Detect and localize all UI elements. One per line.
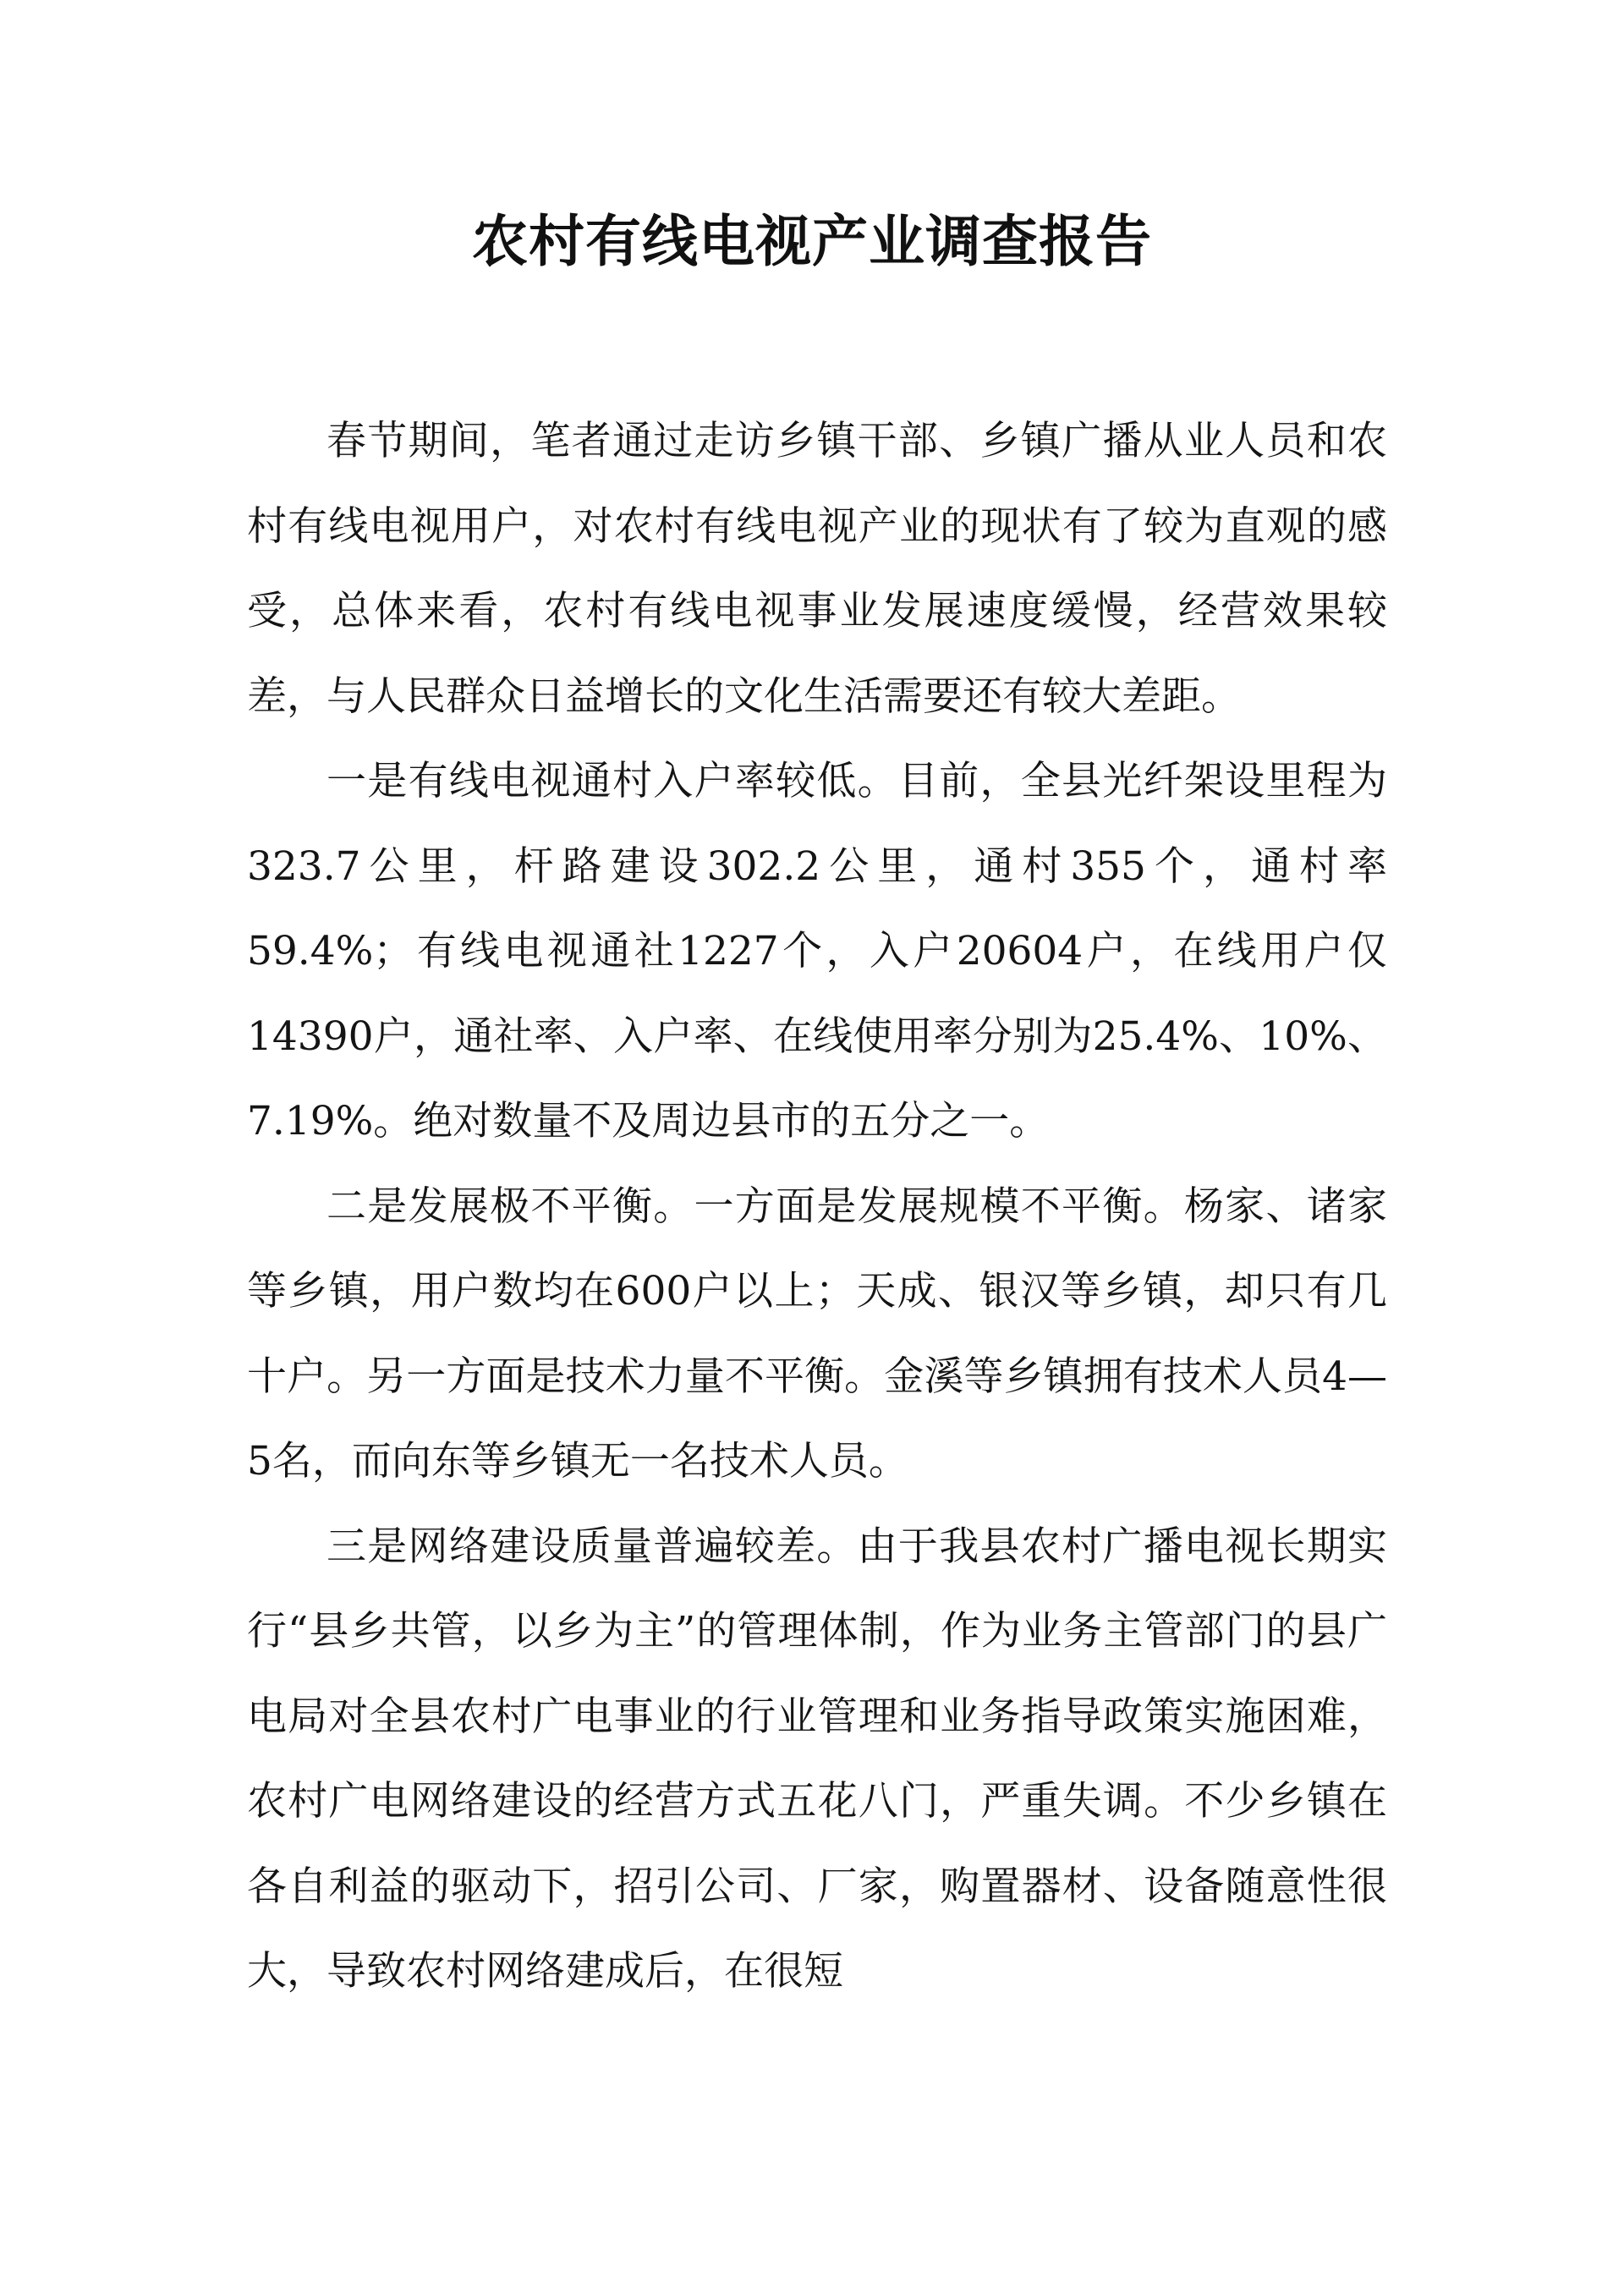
document-title: 农村有线电视产业调查报告 bbox=[472, 208, 1152, 274]
paragraph-point-three: 三是网络建设质量普遍较差。由于我县农村广播电视长期实行“县乡共管，以乡为主”的管理体制，作为业务主管部门的县广电局对全县农村广电事业的行业管理和业务指导政策实施困难，农村广电网络建设的经营方式五花八门，严重失调。不少乡镇在各自利益的驱动下，招引公司、厂家，购置器材、设备随意性很大，导致农村网络建成后，在很短 bbox=[247, 1523, 1387, 1995]
paragraph-point-one: 一是有线电视通村入户率较低。目前，全县光纤架设里程为323.7公里，杆路建设302.2公里，通村355个，通村率59.4%；有线电视通社1227个，入户20604户，在线用户仅14390户，通社率、入户率、在线使用率分别为25.4%、10%、7.19%。绝对数量不及周边县市的五分之一。 bbox=[247, 758, 1387, 1144]
document-body bbox=[247, 399, 1387, 2015]
paragraph-intro: 春节期间，笔者通过走访乡镇干部、乡镇广播从业人员和农村有线电视用户，对农村有线电视产业的现状有了较为直观的感受，总体来看，农村有线电视事业发展速度缓慢，经营效果较差，与人民群众日益增长的文化生活需要还有较大差距。 bbox=[247, 418, 1387, 720]
paragraph-point-two: 二是发展极不平衡。一方面是发展规模不平衡。杨家、诸家等乡镇，用户数均在600户以上；天成、银汉等乡镇，却只有几十户。另一方面是技术力量不平衡。金溪等乡镇拥有技术人员4—5名，而向东等乡镇无一名技术人员。 bbox=[247, 1183, 1387, 1485]
